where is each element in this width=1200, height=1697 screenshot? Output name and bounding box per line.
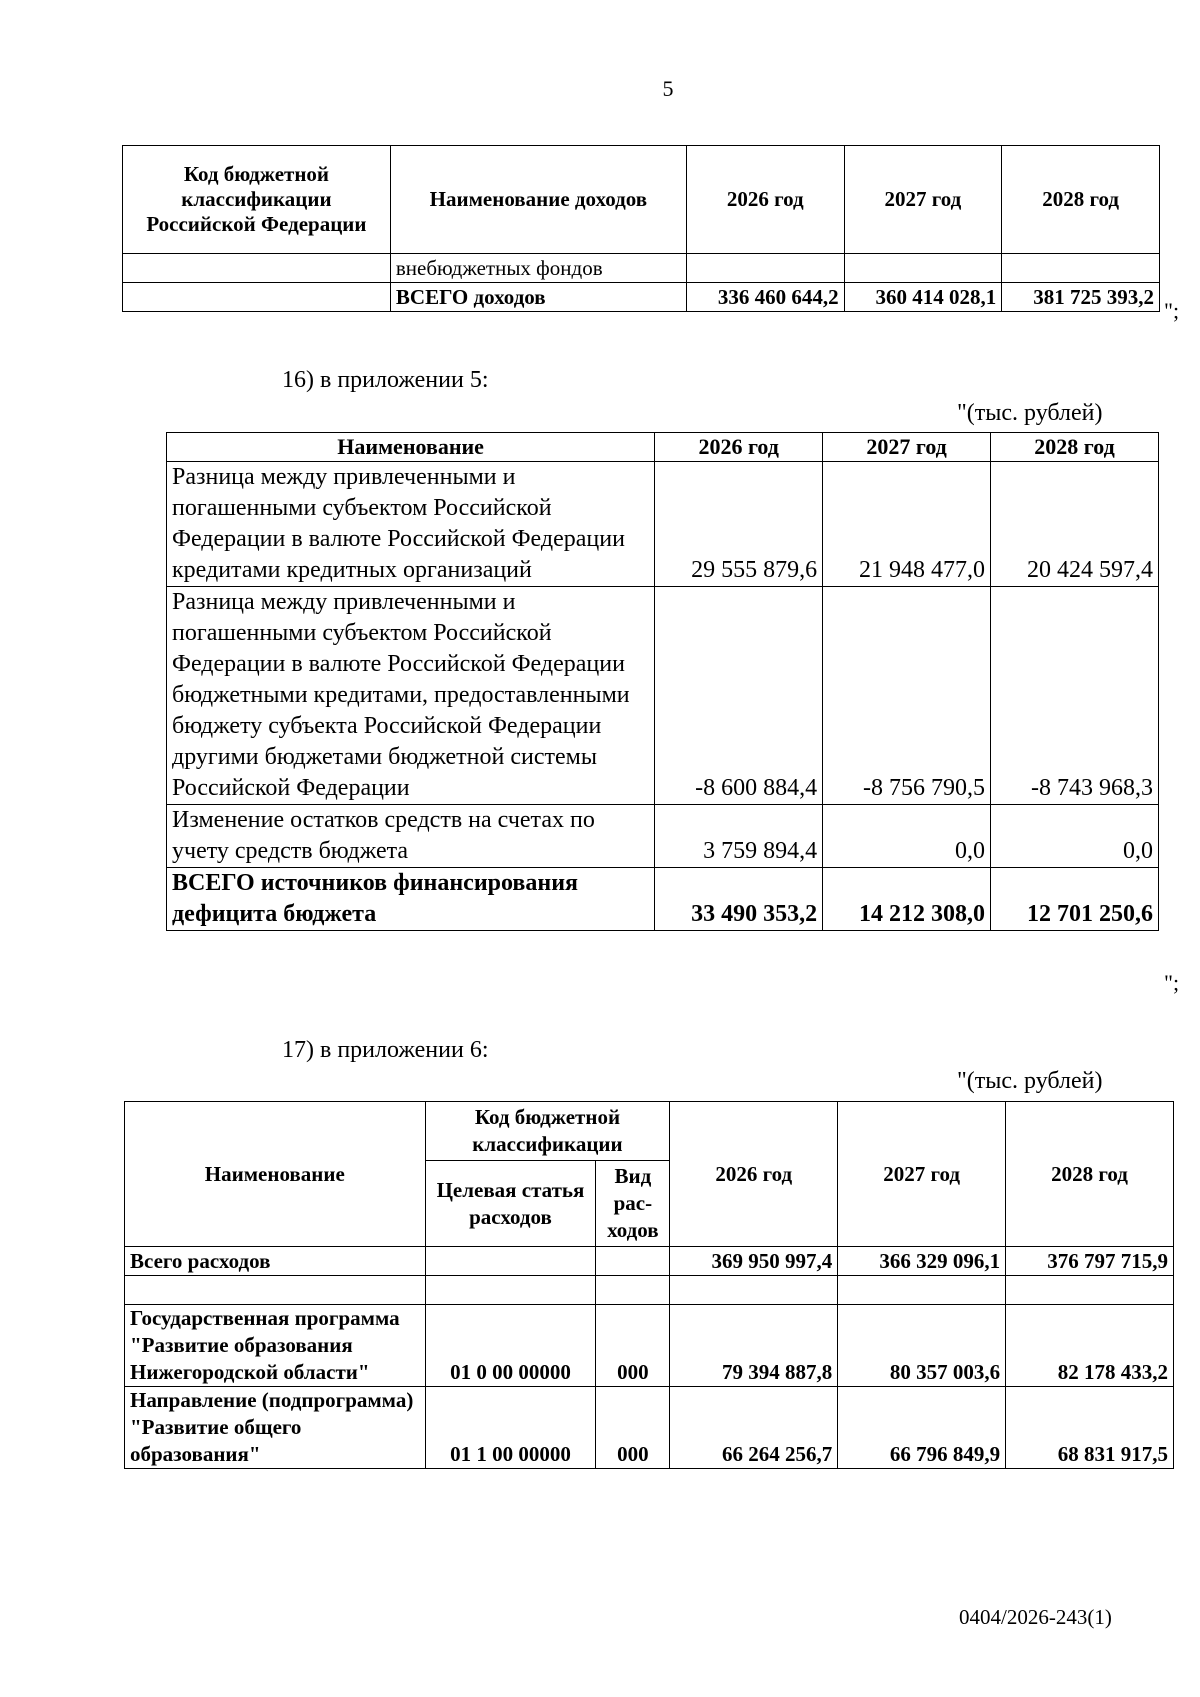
row-2026: 3 759 894,4 bbox=[655, 805, 823, 868]
total-target bbox=[425, 1247, 596, 1276]
financing-table-header bbox=[167, 433, 1159, 462]
row-2026: 79 394 887,8 bbox=[670, 1305, 838, 1387]
total-name: ВСЕГО доходов bbox=[390, 283, 686, 312]
total-2026: 369 950 997,4 bbox=[670, 1247, 838, 1276]
header-target-article: Целевая статья расходов bbox=[425, 1161, 596, 1247]
income-table bbox=[122, 145, 1160, 312]
row-2027: -8 756 790,5 bbox=[823, 587, 991, 805]
header-2027: 2027 год bbox=[838, 1102, 1006, 1247]
header-2026: 2026 год bbox=[655, 433, 823, 462]
table-row bbox=[167, 805, 1159, 868]
row-name: Государственная программа "Развитие образования Нижегородской области" bbox=[125, 1305, 426, 1387]
header-2028: 2028 год bbox=[1006, 1102, 1174, 1247]
row-2027: 0,0 bbox=[823, 805, 991, 868]
financing-total-row bbox=[167, 868, 1159, 931]
total-2028: 376 797 715,9 bbox=[1006, 1247, 1174, 1276]
header-2026: 2026 год bbox=[686, 146, 844, 254]
row-2026: 29 555 879,6 bbox=[655, 462, 823, 587]
row-2028 bbox=[1002, 254, 1160, 283]
section16-intro: 16) в приложении 5: bbox=[282, 367, 489, 393]
row-kind: 000 bbox=[596, 1387, 670, 1469]
row-2026: 66 264 256,7 bbox=[670, 1387, 838, 1469]
row-2027 bbox=[844, 254, 1002, 283]
header-2028: 2028 год bbox=[991, 433, 1159, 462]
table1-closing-quote: "; bbox=[1164, 298, 1180, 323]
header-2027: 2027 год bbox=[823, 433, 991, 462]
total-2027: 14 212 308,0 bbox=[823, 868, 991, 931]
expenses-total-row bbox=[125, 1247, 1174, 1276]
financing-sources-table bbox=[166, 432, 1159, 931]
row-2028: 82 178 433,2 bbox=[1006, 1305, 1174, 1387]
empty-row bbox=[125, 1276, 1174, 1305]
section17-unit: "(тыс. рублей) bbox=[957, 1068, 1103, 1094]
total-2028: 12 701 250,6 bbox=[991, 868, 1159, 931]
total-name: Всего расходов bbox=[125, 1247, 426, 1276]
row-2027: 21 948 477,0 bbox=[823, 462, 991, 587]
row-name: внебюджетных фондов bbox=[390, 254, 686, 283]
table-row bbox=[123, 254, 1160, 283]
income-table-header bbox=[123, 146, 1160, 254]
row-target: 01 1 00 00000 bbox=[425, 1387, 596, 1469]
row-2028: 20 424 597,4 bbox=[991, 462, 1159, 587]
table-row bbox=[125, 1387, 1174, 1469]
table-row bbox=[167, 462, 1159, 587]
total-2028: 381 725 393,2 bbox=[1002, 283, 1160, 312]
header-2027: 2027 год bbox=[844, 146, 1002, 254]
row-2028: -8 743 968,3 bbox=[991, 587, 1159, 805]
row-2028: 68 831 917,5 bbox=[1006, 1387, 1174, 1469]
header-code-group: Код бюджетной классификации bbox=[425, 1102, 670, 1161]
expenses-table bbox=[124, 1101, 1174, 1469]
header-budget-code: Код бюджетной классификации Российской Федерации bbox=[123, 146, 391, 254]
page-number: 5 bbox=[662, 76, 674, 101]
total-name: ВСЕГО источников финансирования дефицита бюджета bbox=[167, 868, 655, 931]
total-2027: 360 414 028,1 bbox=[844, 283, 1002, 312]
row-name: Направление (подпрограмма) "Развитие общего образования" bbox=[125, 1387, 426, 1469]
total-kind bbox=[596, 1247, 670, 1276]
row-name: Разница между привлеченными и погашенными субъектом Российской Федерации в валюте Российской Федерации кредитами кредитных организаций bbox=[167, 462, 655, 587]
row-name: Разница между привлеченными и погашенными субъектом Российской Федерации в валюте Российской Федерации бюджетными кредитами, предоставленными бюджету субъекта Российской Федерации другими бюджетами бюджетной системы Российской Федерации bbox=[167, 587, 655, 805]
row-code bbox=[123, 254, 391, 283]
total-code bbox=[123, 283, 391, 312]
income-total-row bbox=[123, 283, 1160, 312]
header-2028: 2028 год bbox=[1002, 146, 1160, 254]
row-2027: 80 357 003,6 bbox=[838, 1305, 1006, 1387]
row-2028: 0,0 bbox=[991, 805, 1159, 868]
section17-intro: 17) в приложении 6: bbox=[282, 1037, 489, 1063]
header-2026: 2026 год bbox=[670, 1102, 838, 1247]
total-2027: 366 329 096,1 bbox=[838, 1247, 1006, 1276]
table2-closing-quote: "; bbox=[1164, 970, 1180, 995]
header-expense-kind: Вид рас-ходов bbox=[596, 1161, 670, 1247]
expenses-table-header-top bbox=[125, 1102, 1174, 1161]
table-row bbox=[167, 587, 1159, 805]
row-target: 01 0 00 00000 bbox=[425, 1305, 596, 1387]
header-name: Наименование bbox=[125, 1102, 426, 1247]
row-2026: -8 600 884,4 bbox=[655, 587, 823, 805]
section16-unit: "(тыс. рублей) bbox=[957, 400, 1103, 426]
total-2026: 33 490 353,2 bbox=[655, 868, 823, 931]
row-2026 bbox=[686, 254, 844, 283]
document-number: 0404/2026-243(1) bbox=[959, 1605, 1112, 1629]
row-2027: 66 796 849,9 bbox=[838, 1387, 1006, 1469]
header-income-name: Наименование доходов bbox=[390, 146, 686, 254]
table-row bbox=[125, 1305, 1174, 1387]
header-name: Наименование bbox=[167, 433, 655, 462]
row-name: Изменение остатков средств на счетах по учету средств бюджета bbox=[167, 805, 655, 868]
total-2026: 336 460 644,2 bbox=[686, 283, 844, 312]
row-kind: 000 bbox=[596, 1305, 670, 1387]
